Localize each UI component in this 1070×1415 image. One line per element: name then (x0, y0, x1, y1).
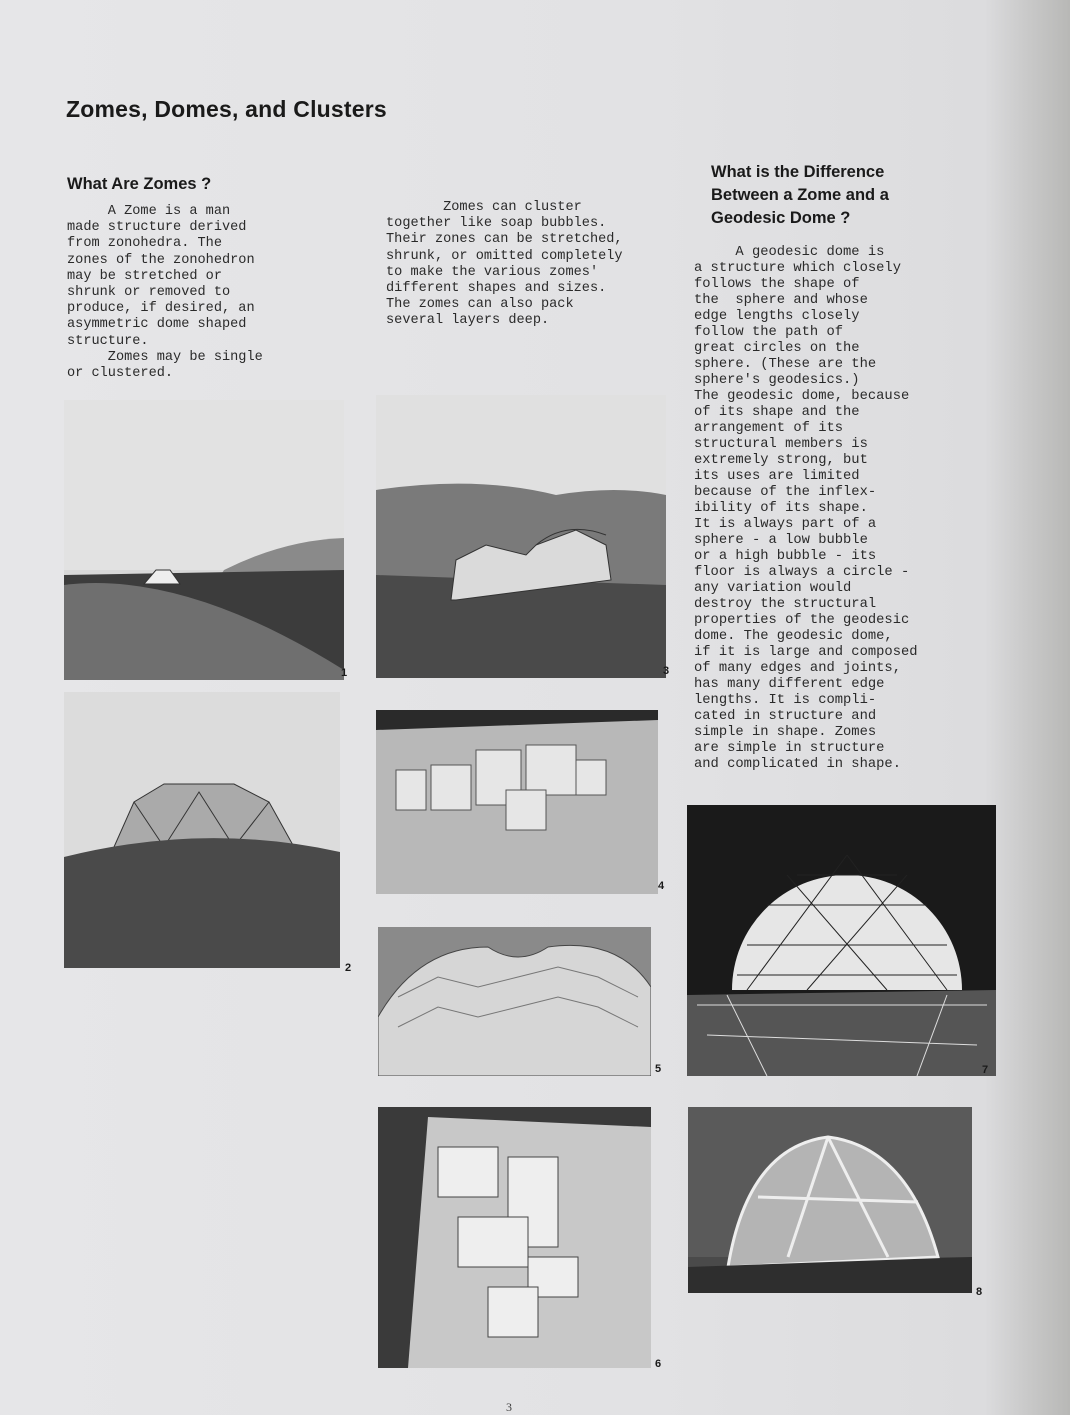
text-line: great circles on the (694, 341, 860, 356)
heading-line: What is the Difference (711, 163, 885, 181)
figure-number: 4 (658, 880, 665, 892)
column-clusters (386, 200, 623, 330)
photo-2-zome-hilltop (64, 692, 340, 968)
photo-7-geodesic-dome (687, 805, 996, 1076)
text-line: arrangement of its (694, 421, 844, 436)
text-line: structural members is (694, 437, 868, 452)
photo-3-cluster-zome (376, 395, 666, 678)
photo-5-zome-cluster-model (378, 927, 651, 1076)
heading-what-are-zomes: What Are Zomes ? (67, 175, 212, 193)
heading-line: Between a Zome and a (711, 186, 889, 204)
heading-difference (711, 161, 889, 230)
text-line: zones of the zonohedron (67, 252, 255, 268)
text-line: Zomes may be single (67, 349, 263, 365)
text-line: a structure which closely (694, 261, 901, 276)
column-difference (694, 245, 918, 773)
text-line: The geodesic dome, because (694, 389, 910, 404)
photo-1-zome-landscape (64, 400, 344, 680)
text-line: A Zome is a man (67, 204, 231, 219)
page-title: Zomes, Domes, and Clusters (66, 96, 387, 122)
text-line: A geodesic dome is (694, 245, 885, 260)
photo-4-zome-models (376, 710, 658, 894)
text-line: lengths. It is compli- (694, 693, 877, 708)
text-line: structure. (67, 333, 149, 349)
text-line: Zomes can cluster (386, 200, 582, 215)
text-line: produce, if desired, an (67, 301, 255, 317)
figure-number: 7 (982, 1064, 989, 1076)
text-line: any variation would (694, 581, 852, 596)
text-line: follows the shape of (694, 277, 860, 292)
text-line: has many different edge (694, 677, 885, 692)
text-line: are simple in structure (694, 741, 885, 756)
text-line: ibility of its shape. (694, 501, 868, 516)
text-line: shrunk or removed to (67, 285, 231, 301)
text-line: and complicated in shape. (694, 757, 901, 772)
text-line: follow the path of (694, 325, 844, 340)
text-line: properties of the geodesic (694, 613, 910, 628)
text-line: sphere's geodesics.) (694, 373, 860, 388)
text-line: of many edges and joints, (694, 661, 901, 676)
text-line: the sphere and whose (694, 293, 868, 308)
photo-6-zome-model-topview (378, 1107, 651, 1368)
text-line: several layers deep. (386, 313, 550, 329)
photo-8-panel-dome (688, 1107, 972, 1293)
text-line: asymmetric dome shaped (67, 317, 247, 333)
figure-number: 5 (655, 1063, 662, 1075)
figure-number: 3 (663, 665, 670, 677)
text-line: may be stretched or (67, 268, 222, 284)
text-line: together like soap bubbles. (386, 216, 607, 232)
text-line: to make the various zomes' (386, 264, 599, 280)
text-line: sphere. (These are the (694, 357, 877, 372)
text-line: from zonohedra. The (67, 236, 222, 252)
figure-number: 8 (976, 1286, 983, 1298)
heading-line: Geodesic Dome ? (711, 209, 851, 227)
text-line: The zomes can also pack (386, 297, 574, 313)
page-number: 3 (506, 1400, 512, 1414)
column-what-are-zomes (67, 204, 263, 382)
text-line: shrunk, or omitted completely (386, 248, 623, 264)
text-line: or a high bubble - its (694, 549, 877, 564)
figure-number: 6 (655, 1358, 662, 1370)
text-line: because of the inflex- (694, 485, 877, 500)
text-line: extremely strong, but (694, 453, 868, 468)
text-line: simple in shape. Zomes (694, 725, 877, 740)
text-line: its uses are limited (694, 469, 860, 484)
text-line: It is always part of a (694, 517, 877, 532)
text-line: destroy the structural (694, 597, 877, 612)
text-line: sphere - a low bubble (694, 533, 868, 548)
figure-number: 2 (345, 962, 352, 974)
text-line: cated in structure and (694, 709, 877, 724)
text-line: Their zones can be stretched, (386, 232, 623, 248)
text-line: if it is large and composed (694, 645, 918, 660)
text-line: floor is always a circle - (694, 565, 910, 580)
text-line: edge lengths closely (694, 309, 860, 324)
text-line: dome. The geodesic dome, (694, 629, 893, 644)
text-line: made structure derived (67, 220, 247, 236)
text-line: different shapes and sizes. (386, 281, 607, 297)
figure-number: 1 (341, 667, 348, 679)
text-line: or clustered. (67, 366, 174, 382)
text-line: of its shape and the (694, 405, 860, 420)
